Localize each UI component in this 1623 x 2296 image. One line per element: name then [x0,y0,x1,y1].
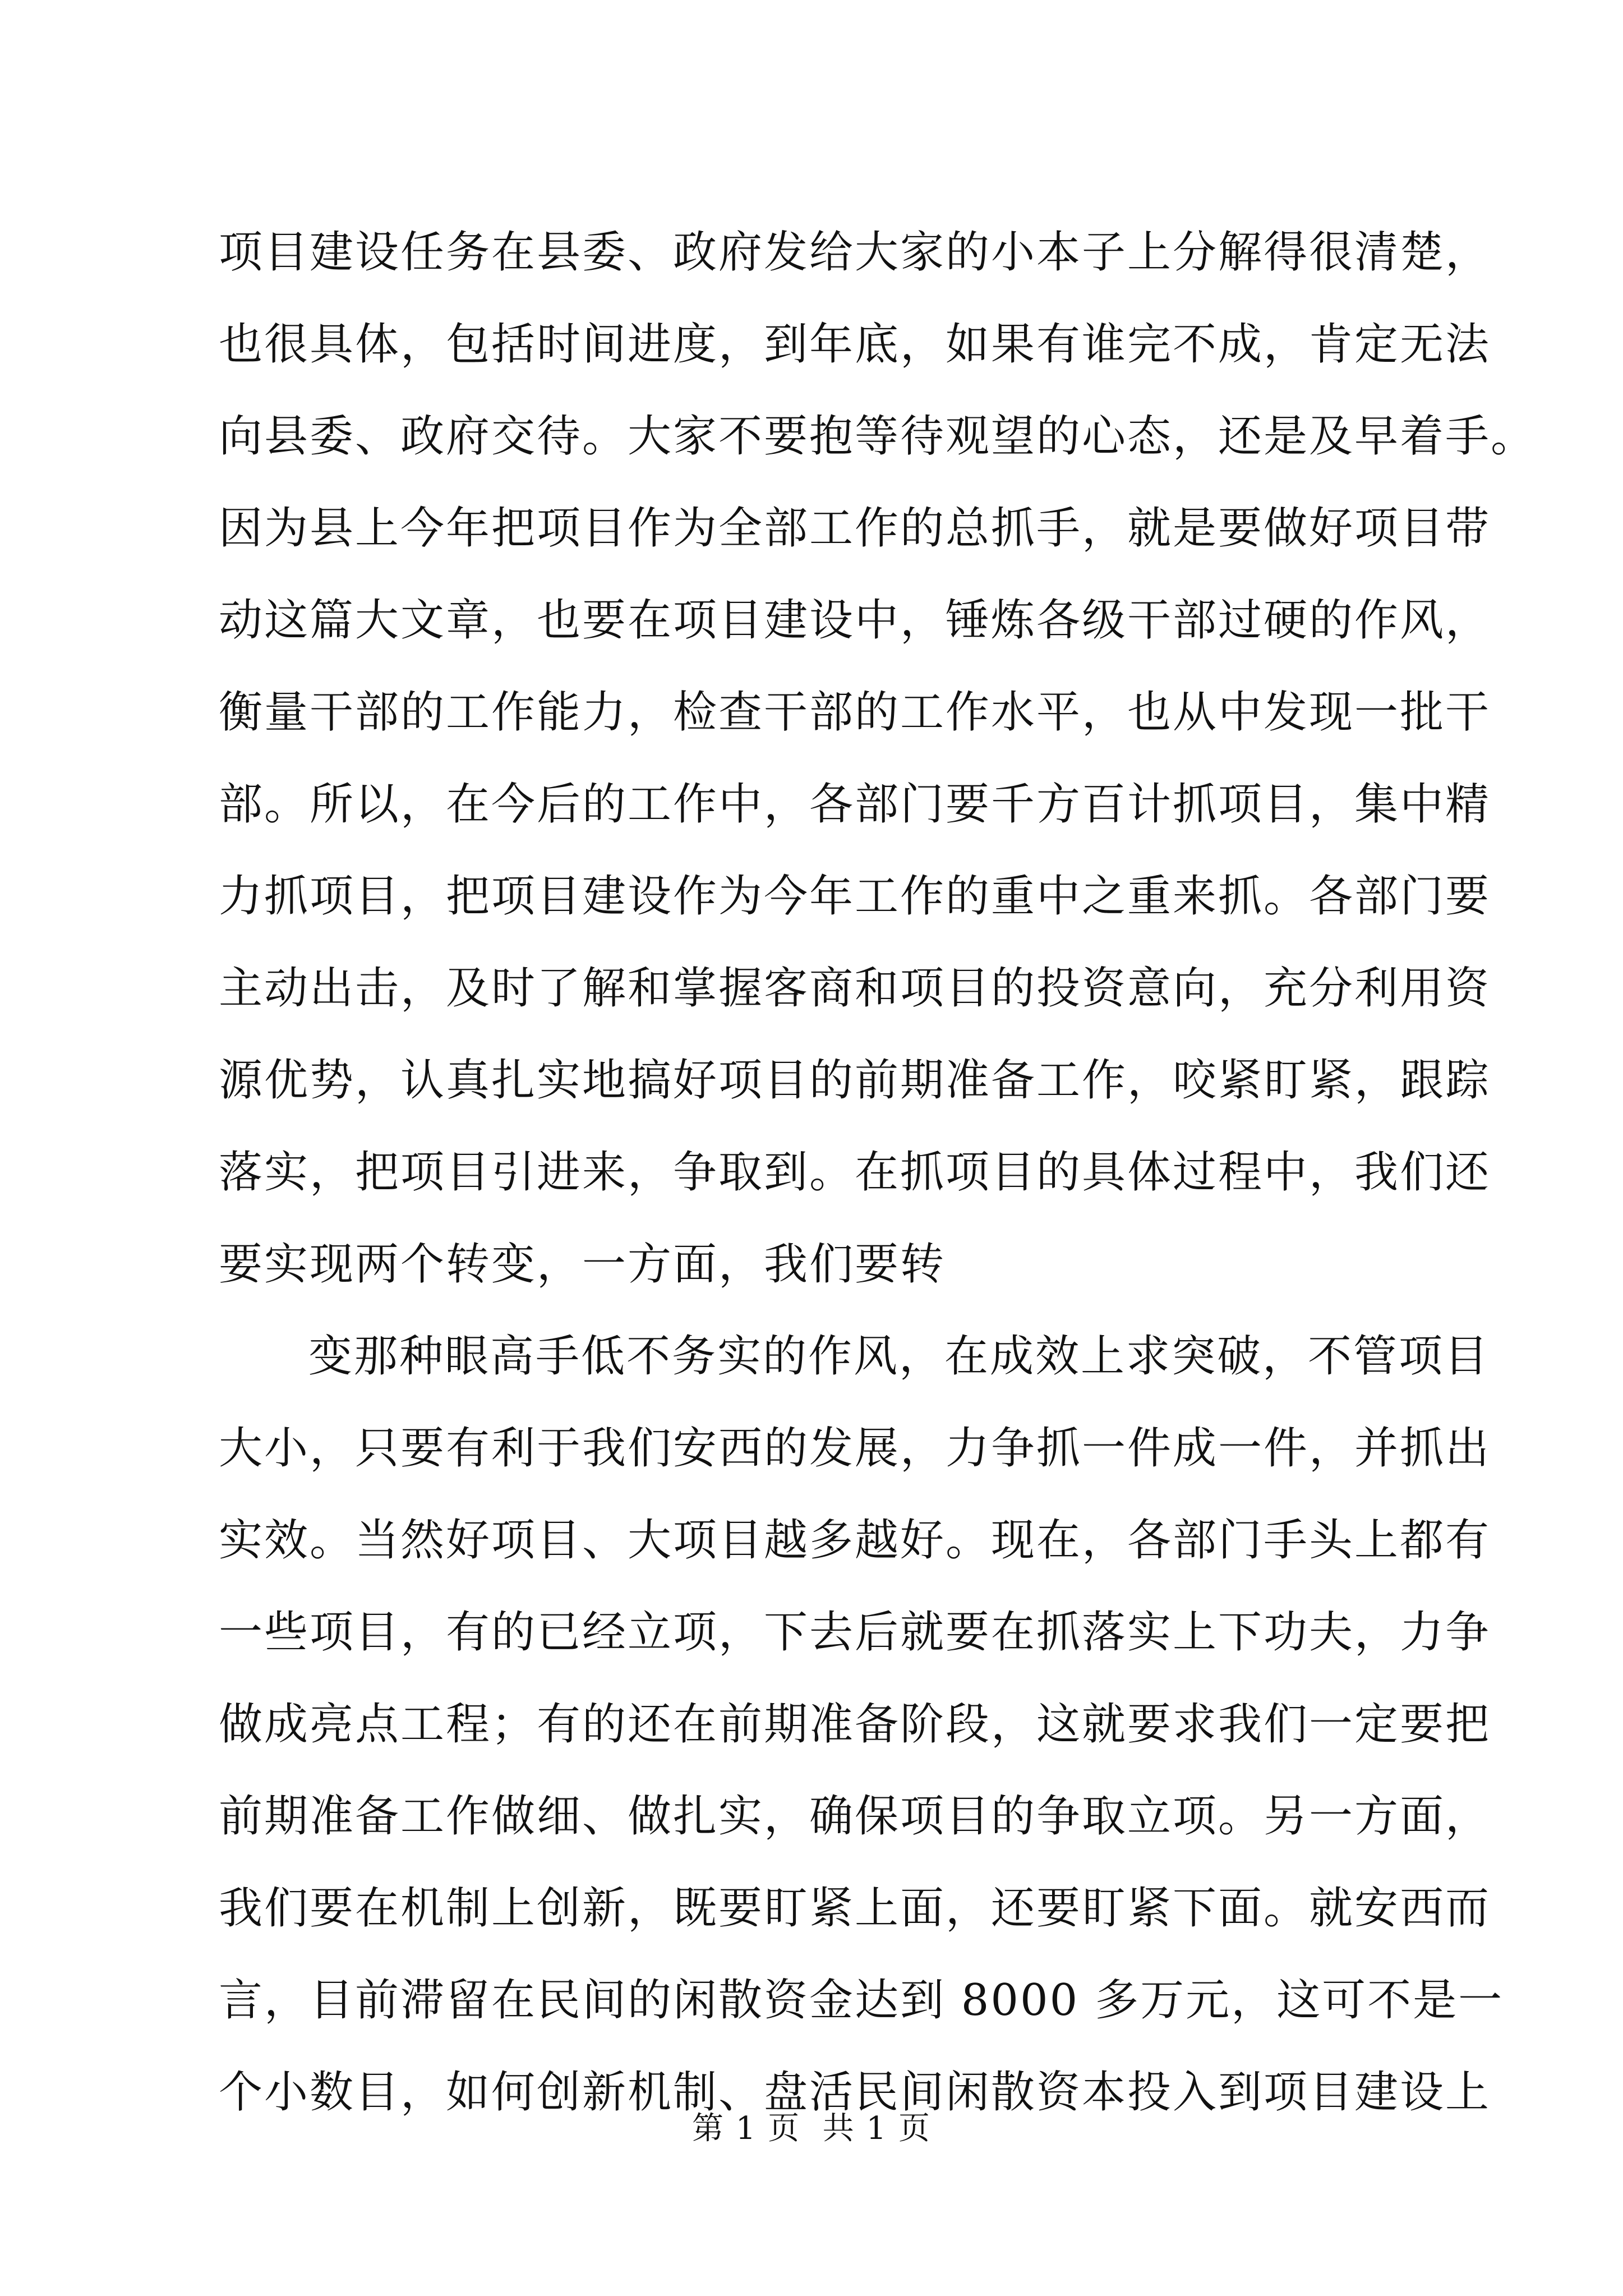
text-line: 我们要在机制上创新，既要盯紧上面，还要盯紧下面。就安西而 [219,1883,1491,1934]
page-number-footer: 第 1 页 共 1 页 [691,2110,932,2147]
text-line: 部。所以，在今后的工作中，各部门要千方百计抓项目，集中精 [219,779,1491,830]
text-line: 项目建设任务在县委、政府发给大家的小本子上分解得很清楚， [219,227,1491,278]
text-line: 言，目前滞留在民间的闲散资金达到 8000 多万元，这可不是一 [219,1975,1504,2026]
text-line: 实效。当然好项目、大项目越多越好。现在，各部门手头上都有 [219,1515,1491,1566]
text-line: 动这篇大文章，也要在项目建设中，锤炼各级干部过硬的作风， [219,595,1491,646]
body-text [219,206,1537,2138]
text-line: 大小，只要有利于我们安西的发展，力争抓一件成一件，并抓出 [219,1423,1491,1474]
text-line: 因为县上今年把项目作为全部工作的总抓手，就是要做好项目带 [219,503,1491,554]
text-line: 向县委、政府交待。大家不要抱等待观望的心态，还是及早着手。 [219,411,1537,462]
text-line: 一些项目，有的已经立项，下去后就要在抓落实上下功夫，力争 [219,1607,1491,1658]
text-line: 要实现两个转变，一方面，我们要转 [219,1239,946,1290]
text-line: 前期准备工作做细、做扎实，确保项目的争取立项。另一方面， [219,1791,1491,1842]
text-line: 源优势，认真扎实地搞好项目的前期准备工作，咬紧盯紧，跟踪 [219,1055,1491,1106]
text-line: 做成亮点工程；有的还在前期准备阶段，这就要求我们一定要把 [219,1699,1491,1750]
text-line: 个小数目，如何创新机制、盘活民间闲散资本投入到项目建设上 [219,2067,1491,2118]
text-line: 衡量干部的工作能力，检查干部的工作水平，也从中发现一批干 [219,687,1491,738]
text-line: 力抓项目，把项目建设作为今年工作的重中之重来抓。各部门要 [219,871,1491,922]
text-line: 也很具体，包括时间进度，到年底，如果有谁完不成，肯定无法 [219,319,1491,370]
text-line: 落实，把项目引进来，争取到。在抓项目的具体过程中，我们还 [219,1147,1491,1198]
text-line: 主动出击，及时了解和掌握客商和项目的投资意向，充分利用资 [219,963,1491,1014]
text-line-indented: 变那种眼高手低不务实的作风，在成效上求突破，不管项目 [308,1331,1490,1382]
